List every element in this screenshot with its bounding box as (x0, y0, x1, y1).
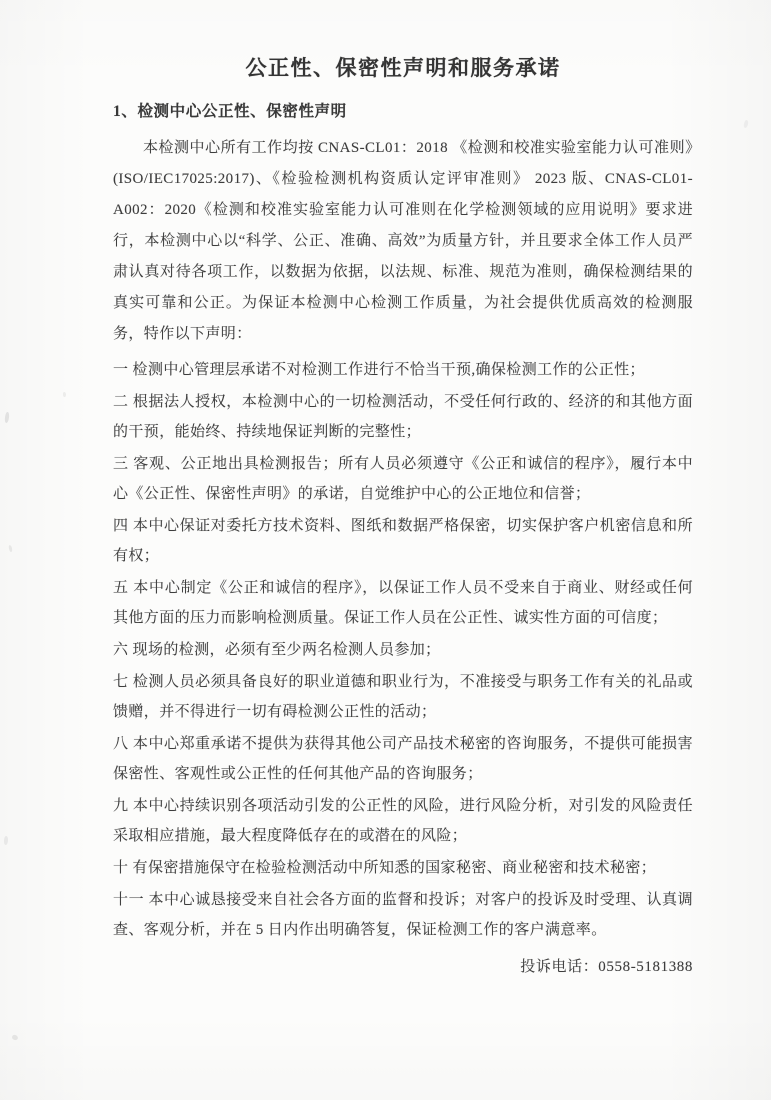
scan-speckle (8, 545, 12, 552)
scan-speckle (4, 836, 9, 845)
scan-speckle (63, 392, 66, 397)
declaration-item-7: 七 检测人员必须具备良好的职业道德和职业行为，不准接受与职务工作有关的礼品或馈赠，并不得进行一切有碍检测公正性的活动； (113, 674, 693, 720)
declaration-item-6: 六 现场的检测，必须有至少两名检测人员参加； (113, 642, 441, 658)
scan-speckle (4, 412, 9, 423)
scan-speckle (11, 1034, 18, 1041)
declaration-item-1: 一 检测中心管理层承诺不对检测工作进行不恰当干预,确保检测工作的公正性； (113, 362, 645, 378)
declaration-item-11: 十一 本中心诚恳接受来自社会各方面的监督和投诉；对客户的投诉及时受理、认真调查、客观分析，并在 5 日内作出明确答复，保证检测工作的客户满意率。 (113, 892, 693, 938)
section-heading: 1、检测中心公正性、保密性声明 (113, 103, 347, 120)
declaration-item-3: 三 客观、公正地出具检测报告；所有人员必须遵守《公正和诚信的程序》，履行本中心《公正性、保密性声明》的承诺，自觉维护中心的公正地位和信誉； (113, 456, 693, 502)
declaration-item-10: 十 有保密措施保守在检验检测活动中所知悉的国家秘密、商业秘密和技术秘密； (113, 860, 657, 876)
declaration-item-4: 四 本中心保证对委托方技术资料、图纸和数据严格保密，切实保护客户机密信息和所有权； (113, 518, 693, 564)
complaint-phone: 投诉电话：0558-5181388 (520, 959, 693, 975)
declaration-item-5: 五 本中心制定《公正和诚信的程序》，以保证工作人员不受来自于商业、财经或任何其他方面的压力而影响检测质量。保证工作人员在公正性、诚实性方面的可信度； (113, 580, 693, 626)
document-content (113, 52, 693, 982)
declaration-item-9: 九 本中心持续识别各项活动引发的公正性的风险，进行风险分析，对引发的风险责任采取相应措施，最大程度降低存在的或潜在的风险； (113, 798, 693, 844)
intro-paragraph: 本检测中心所有工作均按 CNAS-CL01：2018 《检测和校准实验室能力认可准则》(ISO/IEC17025:2017)、《检验检测机构资质认定评审准则》 2023 版、CNAS-CL01-A002：2020《检测和校准实验室能力认可准则在化学检测领域的应用说明》要求进行，本检测中心以“科学、公正、准确、高效”为质量方针，并且要求全体工作人员严肃认真对待各项工作，以数据为依据，以法规、标准、规范为准则，确保检测结果的真实可靠和公正。为保证本检测中心检测工作质量，为社会提供优质高效的检测服务，特作以下声明： (113, 140, 693, 342)
page-title: 公正性、保密性声明和服务承诺 (245, 56, 561, 80)
declaration-item-2: 二 根据法人授权，本检测中心的一切检测活动，不受任何行政的、经济的和其他方面的干预，能始终、持续地保证判断的完整性； (113, 394, 693, 440)
scan-speckle (743, 120, 749, 129)
declaration-item-8: 八 本中心郑重承诺不提供为获得其他公司产品技术秘密的咨询服务，不提供可能损害保密性、客观性或公正性的任何其他产品的咨询服务； (113, 736, 693, 782)
